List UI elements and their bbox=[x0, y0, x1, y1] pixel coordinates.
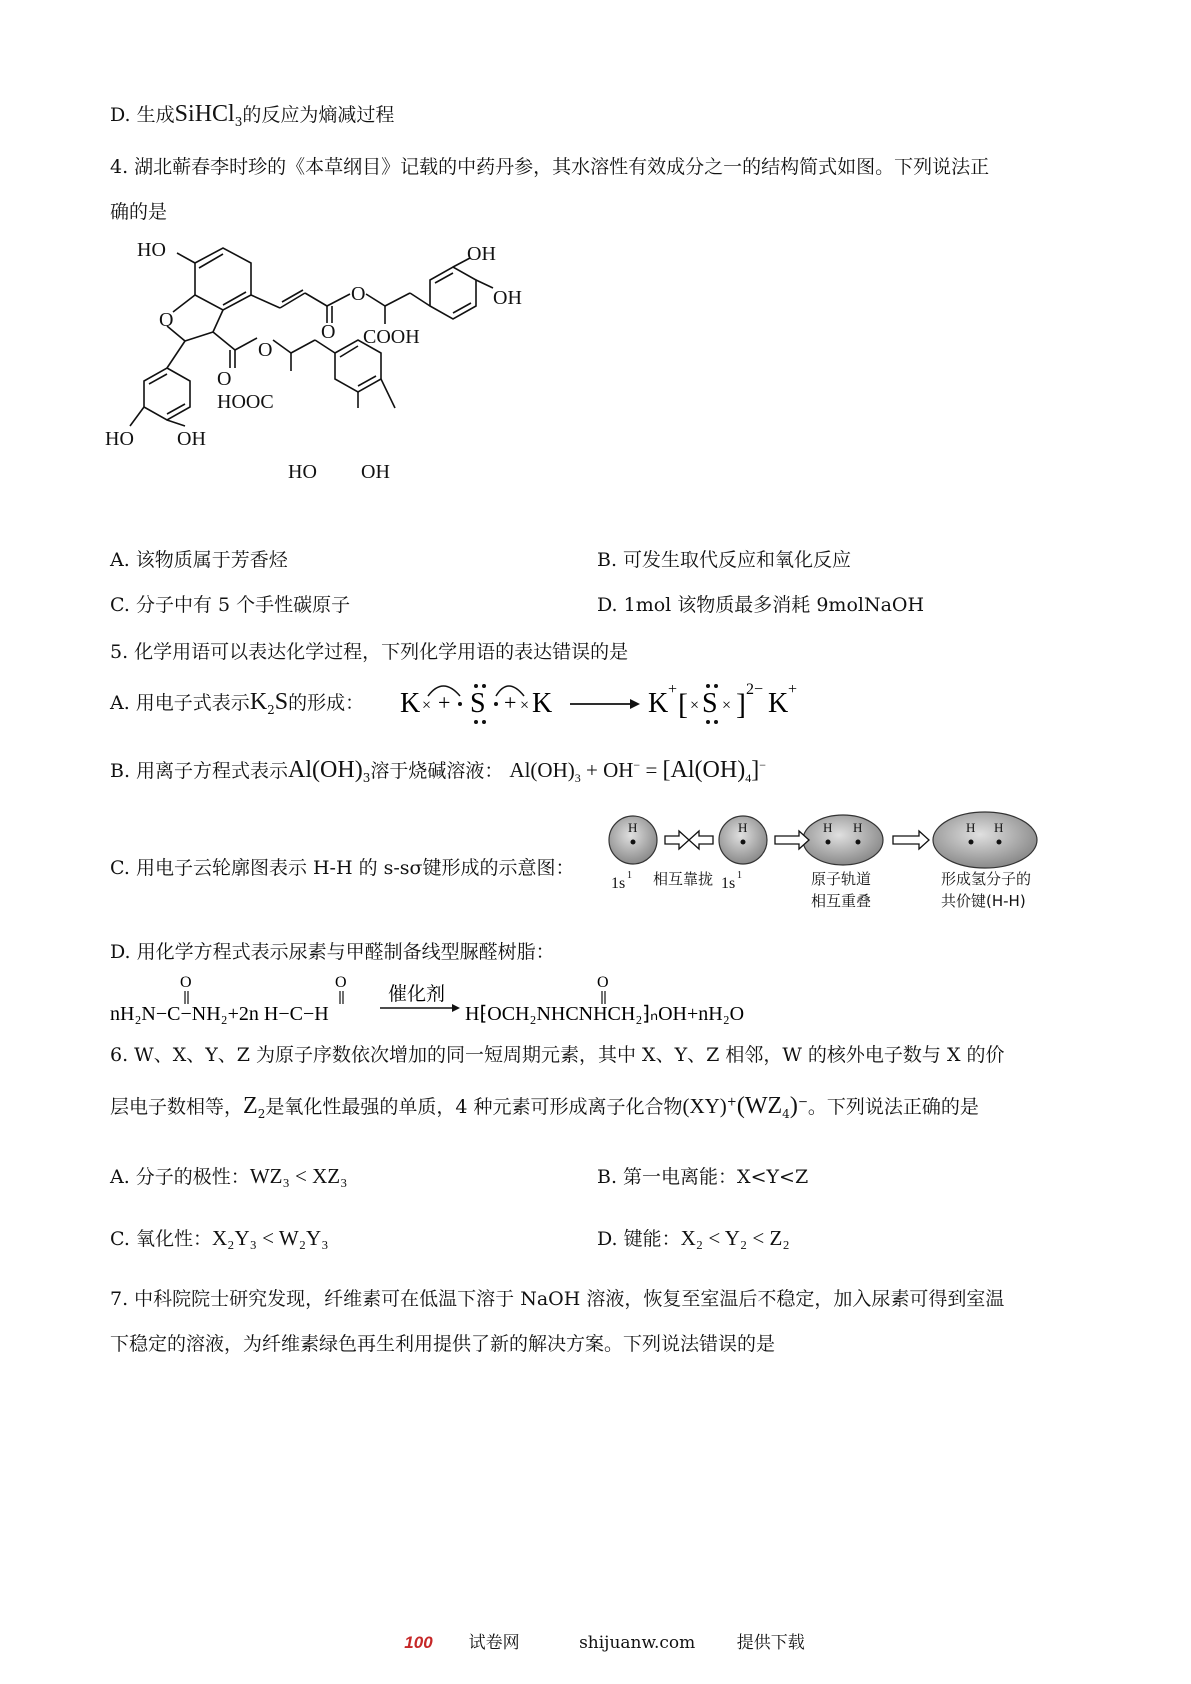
orbital-sup: 1 bbox=[737, 870, 742, 881]
site-name: 试卷网 bbox=[468, 1633, 520, 1653]
ionic-equation bbox=[509, 757, 766, 786]
atom-s: S bbox=[702, 688, 718, 719]
q6-option-b: B. 第一电离能：X<Y<Z bbox=[597, 1166, 809, 1188]
mol-label-cooh: COOH bbox=[363, 326, 420, 348]
formula: ) bbox=[789, 1093, 798, 1119]
formula: X₂ < Y₂ < Z₂ bbox=[680, 1226, 790, 1250]
step-label: 共价键(H-H) bbox=[941, 892, 1026, 910]
eq-catalyst: 催化剂 bbox=[388, 983, 446, 1005]
atom-k: K bbox=[648, 688, 669, 719]
formula-sub: 4 bbox=[782, 1106, 790, 1121]
page-footer bbox=[0, 1628, 1191, 1653]
eq-reactants: nH₂N−C−NH₂+2n H−C−H bbox=[110, 1003, 329, 1025]
formula: SiHCl bbox=[174, 101, 235, 127]
mol-label-carbonyl-o: O bbox=[321, 321, 336, 343]
q5-option-d: D. 用化学方程式表示尿素与甲醛制备线型脲醛树脂： bbox=[110, 941, 555, 963]
footer-note: 提供下载 bbox=[736, 1633, 805, 1653]
atom-s: S bbox=[470, 688, 486, 719]
electron-cloud-diagram bbox=[603, 808, 1053, 918]
footer-brand[interactable] bbox=[386, 1633, 537, 1653]
mol-label-ester-o: O bbox=[258, 339, 273, 361]
electron-x: × bbox=[690, 697, 700, 714]
formula-sup: + bbox=[726, 1094, 737, 1109]
formula: S bbox=[274, 689, 289, 715]
option-text: 的形成： bbox=[288, 692, 365, 714]
mol-label-ho: HO bbox=[288, 461, 317, 483]
option-text: C. 氧化性： bbox=[110, 1228, 212, 1250]
eq-term: [Al(OH) bbox=[662, 757, 746, 783]
option-text: B. 用离子方程式表示 bbox=[110, 760, 289, 782]
eq-oxygen: O bbox=[335, 974, 347, 991]
option-text: 生成 bbox=[136, 104, 175, 126]
formula-sub: 2 bbox=[257, 1106, 266, 1121]
q5-option-b bbox=[110, 756, 766, 786]
h-label: H bbox=[823, 820, 833, 835]
mol-label-ho: HO bbox=[137, 239, 166, 261]
option-text: 的反应为熵减过程 bbox=[242, 104, 395, 126]
eq-term: Al(OH) bbox=[509, 758, 575, 782]
plus-sign: + bbox=[504, 690, 517, 715]
q3-option-d bbox=[110, 100, 394, 129]
step-label: 原子轨道 bbox=[811, 870, 872, 888]
mol-label-ho: HO bbox=[105, 428, 134, 450]
electron-dot-equation bbox=[398, 676, 808, 726]
bracket: ] bbox=[736, 688, 746, 721]
formula: Al(OH) bbox=[288, 757, 363, 783]
urea-formaldehyde-equation bbox=[110, 970, 810, 1030]
option-text: A. 分子的极性： bbox=[110, 1166, 250, 1188]
eq-term: + OH bbox=[580, 758, 634, 782]
electron-dot-svg bbox=[398, 676, 808, 726]
q4-stem-line2: 确的是 bbox=[110, 201, 168, 223]
q6-option-d bbox=[597, 1224, 790, 1251]
formula-sup: − bbox=[797, 1094, 808, 1109]
orbital-label: 1s bbox=[721, 875, 736, 892]
q4-option-c: C. 分子中有 5 个手性碳原子 bbox=[110, 594, 351, 616]
q6-option-c bbox=[110, 1224, 329, 1251]
bracket: [ bbox=[678, 688, 688, 721]
stem-text: 层电子数相等， bbox=[110, 1096, 244, 1118]
q7-stem-line2: 下稳定的溶液，为纤维素绿色再生利用提供了新的解决方案。下列说法错误的是 bbox=[110, 1333, 776, 1355]
h-label: H bbox=[994, 820, 1004, 835]
eq-sub: 3 bbox=[574, 771, 581, 786]
formula-sub: 3 bbox=[362, 770, 371, 785]
cloud-svg bbox=[603, 808, 1053, 918]
atom-k: K bbox=[768, 688, 789, 719]
eq-products: H⁅OCH₂NHCNHCH₂⁆ₙOH+nH₂O bbox=[465, 1003, 745, 1025]
orbital-label: 1s bbox=[611, 875, 626, 892]
electron-x: × bbox=[422, 697, 432, 714]
charge: 2− bbox=[746, 681, 764, 698]
formula-sub: 3 bbox=[234, 114, 243, 129]
formula: Z bbox=[243, 1093, 258, 1119]
eq-sup: − bbox=[759, 758, 766, 772]
mol-label-oh: OH bbox=[493, 287, 522, 309]
formula: K bbox=[249, 689, 268, 715]
q7-stem-line1: 7. 中科院院士研究发现，纤维素可在低温下溶于 NaOH 溶液，恢复至室温后不稳定，加入尿素可得到室温 bbox=[110, 1288, 1005, 1310]
h-label: H bbox=[853, 820, 863, 835]
charge: + bbox=[788, 681, 798, 698]
formula: X₂Y₃ < W₂Y₃ bbox=[211, 1226, 329, 1250]
eq-bracket: ] bbox=[751, 757, 760, 783]
formula: (WZ bbox=[736, 1093, 783, 1119]
option-text: 溶于烧碱溶液： bbox=[370, 760, 504, 782]
q4-stem-line1: 4. 湖北蕲春李时珍的《本草纲目》记载的中药丹参，其水溶性有效成分之一的结构简式如图。下列说法正 bbox=[110, 156, 990, 178]
mol-label-ring-o: O bbox=[159, 309, 174, 331]
option-text: A. 用电子式表示 bbox=[110, 692, 250, 714]
step-label: 相互重叠 bbox=[811, 892, 872, 910]
q4-option-b: B. 可发生取代反应和氧化反应 bbox=[597, 549, 852, 571]
formula: (XY) bbox=[682, 1094, 727, 1118]
stem-text: 是氧化性最强的单质，4 种元素可形成离子化合物 bbox=[265, 1096, 683, 1118]
formula: WZ₃ < XZ₃ bbox=[249, 1164, 348, 1188]
step-label: 形成氢分子的 bbox=[941, 870, 1032, 888]
mol-label-oh: OH bbox=[361, 461, 390, 483]
mol-label-hooc: HOOC bbox=[217, 391, 274, 413]
atom-k: K bbox=[532, 688, 553, 719]
equation-svg bbox=[110, 970, 810, 1030]
option-text: D. 键能： bbox=[597, 1228, 681, 1250]
orbital-sup: 1 bbox=[627, 870, 632, 881]
q6-option-a bbox=[110, 1162, 347, 1189]
mol-label-oh: OH bbox=[177, 428, 206, 450]
footer-url[interactable]: shijuanw.com bbox=[579, 1633, 696, 1653]
formula-sub: 2 bbox=[267, 702, 275, 717]
q5-option-c: C. 用电子云轮廓图表示 H-H 的 s-sσ键形成的示意图： bbox=[110, 857, 575, 879]
eq-oxygen: O bbox=[180, 974, 192, 991]
charge: + bbox=[668, 681, 678, 698]
step-label: 相互靠拢 bbox=[653, 870, 714, 888]
h-label: H bbox=[966, 820, 976, 835]
q5-stem: 5. 化学用语可以表达化学过程，下列化学用语的表达错误的是 bbox=[110, 641, 629, 663]
q4-option-d: D. 1mol 该物质最多消耗 9molNaOH bbox=[597, 594, 925, 616]
atom-k: K bbox=[400, 688, 421, 719]
q6-stem-line2 bbox=[110, 1092, 979, 1121]
structure-svg bbox=[95, 228, 555, 498]
mol-label-oh: OH bbox=[467, 243, 496, 265]
site-logo: 100 bbox=[404, 1633, 433, 1652]
stem-text: 。下列说法正确的是 bbox=[807, 1096, 979, 1118]
electron-x: × bbox=[520, 697, 530, 714]
eq-equals: = bbox=[640, 758, 663, 782]
h-label: H bbox=[628, 820, 638, 835]
q6-stem-line1: 6. W、X、Y、Z 为原子序数依次增加的同一短周期元素，其中 X、Y、Z 相邻，W 的核外电子数与 X 的价 bbox=[110, 1044, 1005, 1066]
q4-option-a: A. 该物质属于芳香烃 bbox=[110, 549, 288, 571]
electron-x: × bbox=[722, 697, 732, 714]
mol-label-ester-o: O bbox=[351, 283, 366, 305]
option-label: D. bbox=[110, 104, 131, 126]
h-label: H bbox=[738, 820, 748, 835]
eq-sub: 4 bbox=[745, 771, 752, 786]
q5-option-a bbox=[110, 688, 364, 717]
plus-sign: + bbox=[438, 690, 451, 715]
molecule-structure bbox=[95, 228, 555, 498]
eq-sup: − bbox=[633, 758, 641, 772]
mol-label-carbonyl-o: O bbox=[217, 368, 232, 390]
eq-oxygen: O bbox=[597, 974, 609, 991]
